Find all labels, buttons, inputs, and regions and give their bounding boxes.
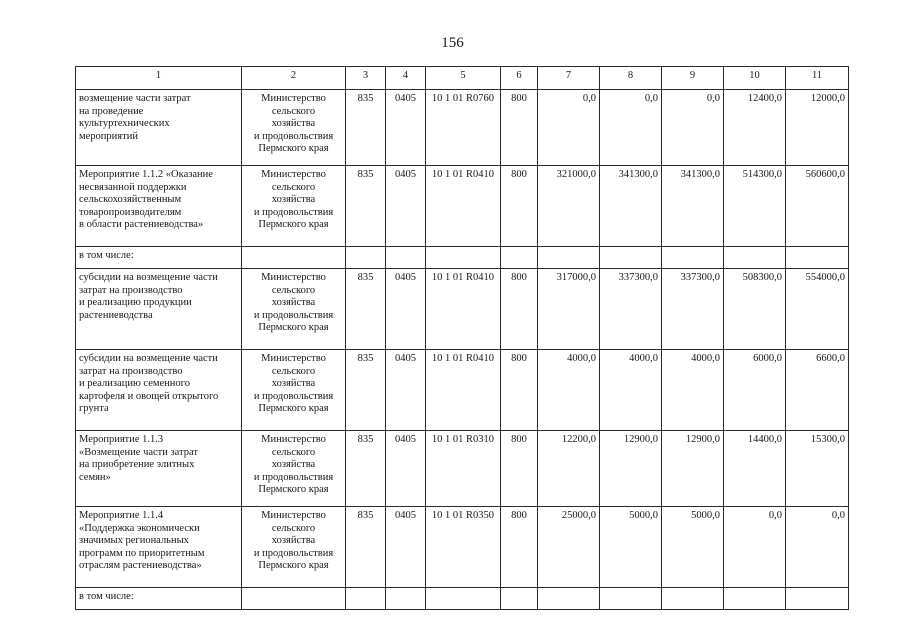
amount-cell: 5000,0 [600,507,662,588]
table-row [76,90,849,166]
code-cell: 0405 [386,507,426,588]
ministry-cell: Министерство сельского хозяйства и продовольствия Пермского края [242,269,346,350]
amount-cell: 14400,0 [724,431,786,507]
amount-cell: 560600,0 [786,166,849,247]
amount-cell: 508300,0 [724,269,786,350]
ministry-cell: Министерство сельского хозяйства и продовольствия Пермского края [242,166,346,247]
amount-cell: 341300,0 [600,166,662,247]
column-header: 3 [346,67,386,90]
code-cell: 835 [346,166,386,247]
amount-cell [600,588,662,610]
item-name-cell: Мероприятие 1.1.4 «Поддержка экономически значимых региональных программ по приоритетным отраслям растениеводства» [76,507,242,588]
amount-cell: 6000,0 [724,350,786,431]
code-cell [346,588,386,610]
amount-cell [538,247,600,269]
amount-cell: 0,0 [538,90,600,166]
column-header: 11 [786,67,849,90]
ministry-cell [242,247,346,269]
ministry-cell: Министерство сельского хозяйства и продовольствия Пермского края [242,431,346,507]
amount-cell: 15300,0 [786,431,849,507]
item-name-cell: в том числе: [76,588,242,610]
code-cell: 835 [346,269,386,350]
column-header: 2 [242,67,346,90]
amount-cell: 4000,0 [662,350,724,431]
amount-cell [724,247,786,269]
code-cell: 10 1 01 R0760 [426,90,501,166]
column-header: 5 [426,67,501,90]
amount-cell: 12400,0 [724,90,786,166]
header-row [76,67,849,90]
code-cell: 835 [346,350,386,431]
item-name-cell: Мероприятие 1.1.2 «Оказание несвязанной поддержки сельскохозяйственным товаропроизводителям в области растениеводства» [76,166,242,247]
code-cell [501,247,538,269]
amount-cell: 12000,0 [786,90,849,166]
item-name-cell: Мероприятие 1.1.3 «Возмещение части затрат на приобретение элитных семян» [76,431,242,507]
table-row [76,350,849,431]
amount-cell: 12900,0 [662,431,724,507]
code-cell: 10 1 01 R0310 [426,431,501,507]
amount-cell: 337300,0 [662,269,724,350]
code-cell [426,588,501,610]
code-cell: 835 [346,507,386,588]
amount-cell: 25000,0 [538,507,600,588]
ministry-cell [242,588,346,610]
amount-cell: 514300,0 [724,166,786,247]
table-row [76,507,849,588]
code-cell: 835 [346,90,386,166]
amount-cell: 5000,0 [662,507,724,588]
code-cell: 10 1 01 R0410 [426,166,501,247]
item-name-cell: в том числе: [76,247,242,269]
ministry-cell: Министерство сельского хозяйства и продовольствия Пермского края [242,90,346,166]
amount-cell: 4000,0 [600,350,662,431]
item-name-cell: возмещение части затрат на проведение культуртехнических мероприятий [76,90,242,166]
amount-cell: 337300,0 [600,269,662,350]
amount-cell: 341300,0 [662,166,724,247]
code-cell: 0405 [386,269,426,350]
code-cell [386,588,426,610]
amount-cell: 12200,0 [538,431,600,507]
amount-cell [786,588,849,610]
amount-cell: 0,0 [786,507,849,588]
column-header: 1 [76,67,242,90]
amount-cell [662,247,724,269]
code-cell: 800 [501,166,538,247]
code-cell: 800 [501,350,538,431]
subheading-row [76,247,849,269]
table-row [76,166,849,247]
item-name-cell: субсидии на возмещение части затрат на производство и реализацию продукции растениеводства [76,269,242,350]
amount-cell: 317000,0 [538,269,600,350]
column-header: 6 [501,67,538,90]
amount-cell [724,588,786,610]
subheading-row [76,588,849,610]
code-cell [346,247,386,269]
code-cell [426,247,501,269]
ministry-cell: Министерство сельского хозяйства и продовольствия Пермского края [242,350,346,431]
amount-cell: 4000,0 [538,350,600,431]
code-cell: 0405 [386,90,426,166]
amount-cell [786,247,849,269]
code-cell: 0405 [386,166,426,247]
column-header: 9 [662,67,724,90]
amount-cell: 554000,0 [786,269,849,350]
amount-cell: 0,0 [600,90,662,166]
column-header: 8 [600,67,662,90]
code-cell: 0405 [386,350,426,431]
code-cell: 10 1 01 R0350 [426,507,501,588]
amount-cell [538,588,600,610]
column-header: 10 [724,67,786,90]
code-cell: 800 [501,90,538,166]
code-cell [386,247,426,269]
code-cell: 800 [501,507,538,588]
code-cell: 10 1 01 R0410 [426,269,501,350]
code-cell: 800 [501,431,538,507]
table-row [76,431,849,507]
amount-cell: 321000,0 [538,166,600,247]
column-header: 4 [386,67,426,90]
code-cell: 800 [501,269,538,350]
amount-cell: 0,0 [662,90,724,166]
amount-cell: 0,0 [724,507,786,588]
column-header: 7 [538,67,600,90]
amount-cell [600,247,662,269]
item-name-cell: субсидии на возмещение части затрат на производство и реализацию семенного картофеля и овощей открытого грунта [76,350,242,431]
amount-cell: 12900,0 [600,431,662,507]
code-cell: 0405 [386,431,426,507]
code-cell: 10 1 01 R0410 [426,350,501,431]
budget-table [75,66,849,610]
code-cell: 835 [346,431,386,507]
amount-cell: 6600,0 [786,350,849,431]
ministry-cell: Министерство сельского хозяйства и продовольствия Пермского края [242,507,346,588]
page-number: 156 [441,35,464,51]
amount-cell [662,588,724,610]
code-cell [501,588,538,610]
table-row [76,269,849,350]
